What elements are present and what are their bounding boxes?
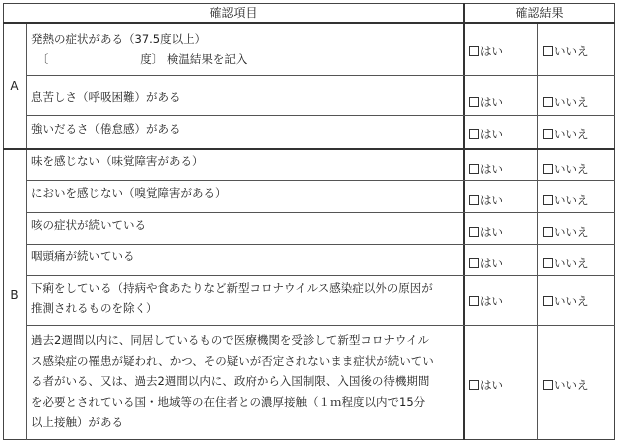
option-label: いいえ <box>554 294 589 308</box>
group-label-b: B <box>10 288 19 302</box>
checkbox-icon[interactable] <box>469 296 479 306</box>
option-label: はい <box>480 294 503 308</box>
option-label: はい <box>480 225 503 239</box>
option-no[interactable] <box>543 377 589 393</box>
option-label: いいえ <box>554 225 589 239</box>
row-line: 以上接触）がある <box>31 415 123 429</box>
row-item-text: 咳の症状が続いている <box>31 218 146 232</box>
option-label: はい <box>480 256 503 270</box>
option-no[interactable] <box>543 293 589 309</box>
checkbox-icon[interactable] <box>469 129 479 139</box>
option-no[interactable] <box>543 255 589 271</box>
option-label: はい <box>480 95 503 109</box>
row-item-text <box>31 330 434 433</box>
row-item-text: 咽頭痛が続いている <box>31 249 135 263</box>
option-yes[interactable] <box>469 126 503 142</box>
option-yes[interactable] <box>469 161 503 177</box>
header-divider <box>3 22 615 24</box>
row-divider <box>26 275 615 276</box>
checkbox-icon[interactable] <box>469 380 479 390</box>
row-line: を必要とされている国・地域等の在住者との濃厚接触（１ｍ程度以内で15分 <box>31 394 426 409</box>
group-divider <box>3 148 615 150</box>
option-label: いいえ <box>554 95 589 109</box>
checkbox-icon[interactable] <box>543 46 553 56</box>
option-label: はい <box>480 127 503 141</box>
row-line: る者がいる、又は、過去2週間以内に、政府から入国制限、入国後の待機期間 <box>31 374 430 388</box>
option-yes[interactable] <box>469 43 503 59</box>
option-no[interactable] <box>543 94 589 110</box>
row-divider <box>26 180 615 181</box>
checkbox-icon[interactable] <box>543 258 553 268</box>
row-line: 下痢をしている（持病や食あたりなど新型コロナウイルス感染症以外の原因が <box>31 281 433 295</box>
group-label-a: A <box>10 79 19 93</box>
yesno-divider <box>537 24 538 440</box>
row-line: 〔 度〕 検温結果を記入 <box>31 52 248 66</box>
option-label: はい <box>480 44 503 58</box>
option-label: はい <box>480 193 503 207</box>
row-line: 推測されるものを除く） <box>31 301 158 315</box>
health-check-table <box>3 3 615 440</box>
header-items: 確認項目 <box>209 6 258 20</box>
checkbox-icon[interactable] <box>543 129 553 139</box>
row-item-text: 息苦しさ（呼吸困難）がある <box>31 90 181 104</box>
checkbox-icon[interactable] <box>469 227 479 237</box>
checkbox-icon[interactable] <box>543 97 553 107</box>
row-line: 過去2週間以内に、同居しているもので医療機関を受診して新型コロナウイル <box>31 333 429 347</box>
option-no[interactable] <box>543 224 589 240</box>
row-item-text <box>31 29 247 69</box>
row-item-text <box>31 278 433 318</box>
row-divider <box>26 325 615 326</box>
checkbox-icon[interactable] <box>469 46 479 56</box>
option-yes[interactable] <box>469 255 503 271</box>
header-results: 確認結果 <box>515 6 564 20</box>
row-item-text: 強いだるさ（倦怠感）がある <box>31 122 181 136</box>
row-line: 発熱の症状がある（37.5度以上） <box>31 32 207 46</box>
checkbox-icon[interactable] <box>469 258 479 268</box>
option-yes[interactable] <box>469 224 503 240</box>
checkbox-icon[interactable] <box>543 380 553 390</box>
checkbox-icon[interactable] <box>469 195 479 205</box>
option-no[interactable] <box>543 161 589 177</box>
option-label: いいえ <box>554 193 589 207</box>
option-label: はい <box>480 162 503 176</box>
checkbox-icon[interactable] <box>543 164 553 174</box>
row-line: ス感染症の罹患が疑われ、かつ、その疑いが否定されないまま症状が続いてい <box>31 353 434 368</box>
option-yes[interactable] <box>469 192 503 208</box>
checkbox-icon[interactable] <box>543 227 553 237</box>
option-label: いいえ <box>554 127 589 141</box>
option-yes[interactable] <box>469 293 503 309</box>
option-label: いいえ <box>554 256 589 270</box>
option-label: いいえ <box>554 162 589 176</box>
option-no[interactable] <box>543 192 589 208</box>
results-col-divider <box>463 3 465 440</box>
row-divider <box>26 244 615 245</box>
row-divider <box>26 75 615 76</box>
checkbox-icon[interactable] <box>543 195 553 205</box>
option-label: いいえ <box>554 44 589 58</box>
option-no[interactable] <box>543 43 589 59</box>
option-yes[interactable] <box>469 377 503 393</box>
checkbox-icon[interactable] <box>469 164 479 174</box>
row-item-text: においを感じない（嗅覚障害がある） <box>31 186 227 200</box>
row-divider <box>26 115 615 116</box>
group-col-divider <box>26 24 27 440</box>
option-yes[interactable] <box>469 94 503 110</box>
option-no[interactable] <box>543 126 589 142</box>
checkbox-icon[interactable] <box>543 296 553 306</box>
option-label: いいえ <box>554 378 589 392</box>
row-divider <box>26 212 615 213</box>
checkbox-icon[interactable] <box>469 97 479 107</box>
row-item-text: 味を感じない（味覚障害がある） <box>31 154 204 168</box>
option-label: はい <box>480 378 503 392</box>
